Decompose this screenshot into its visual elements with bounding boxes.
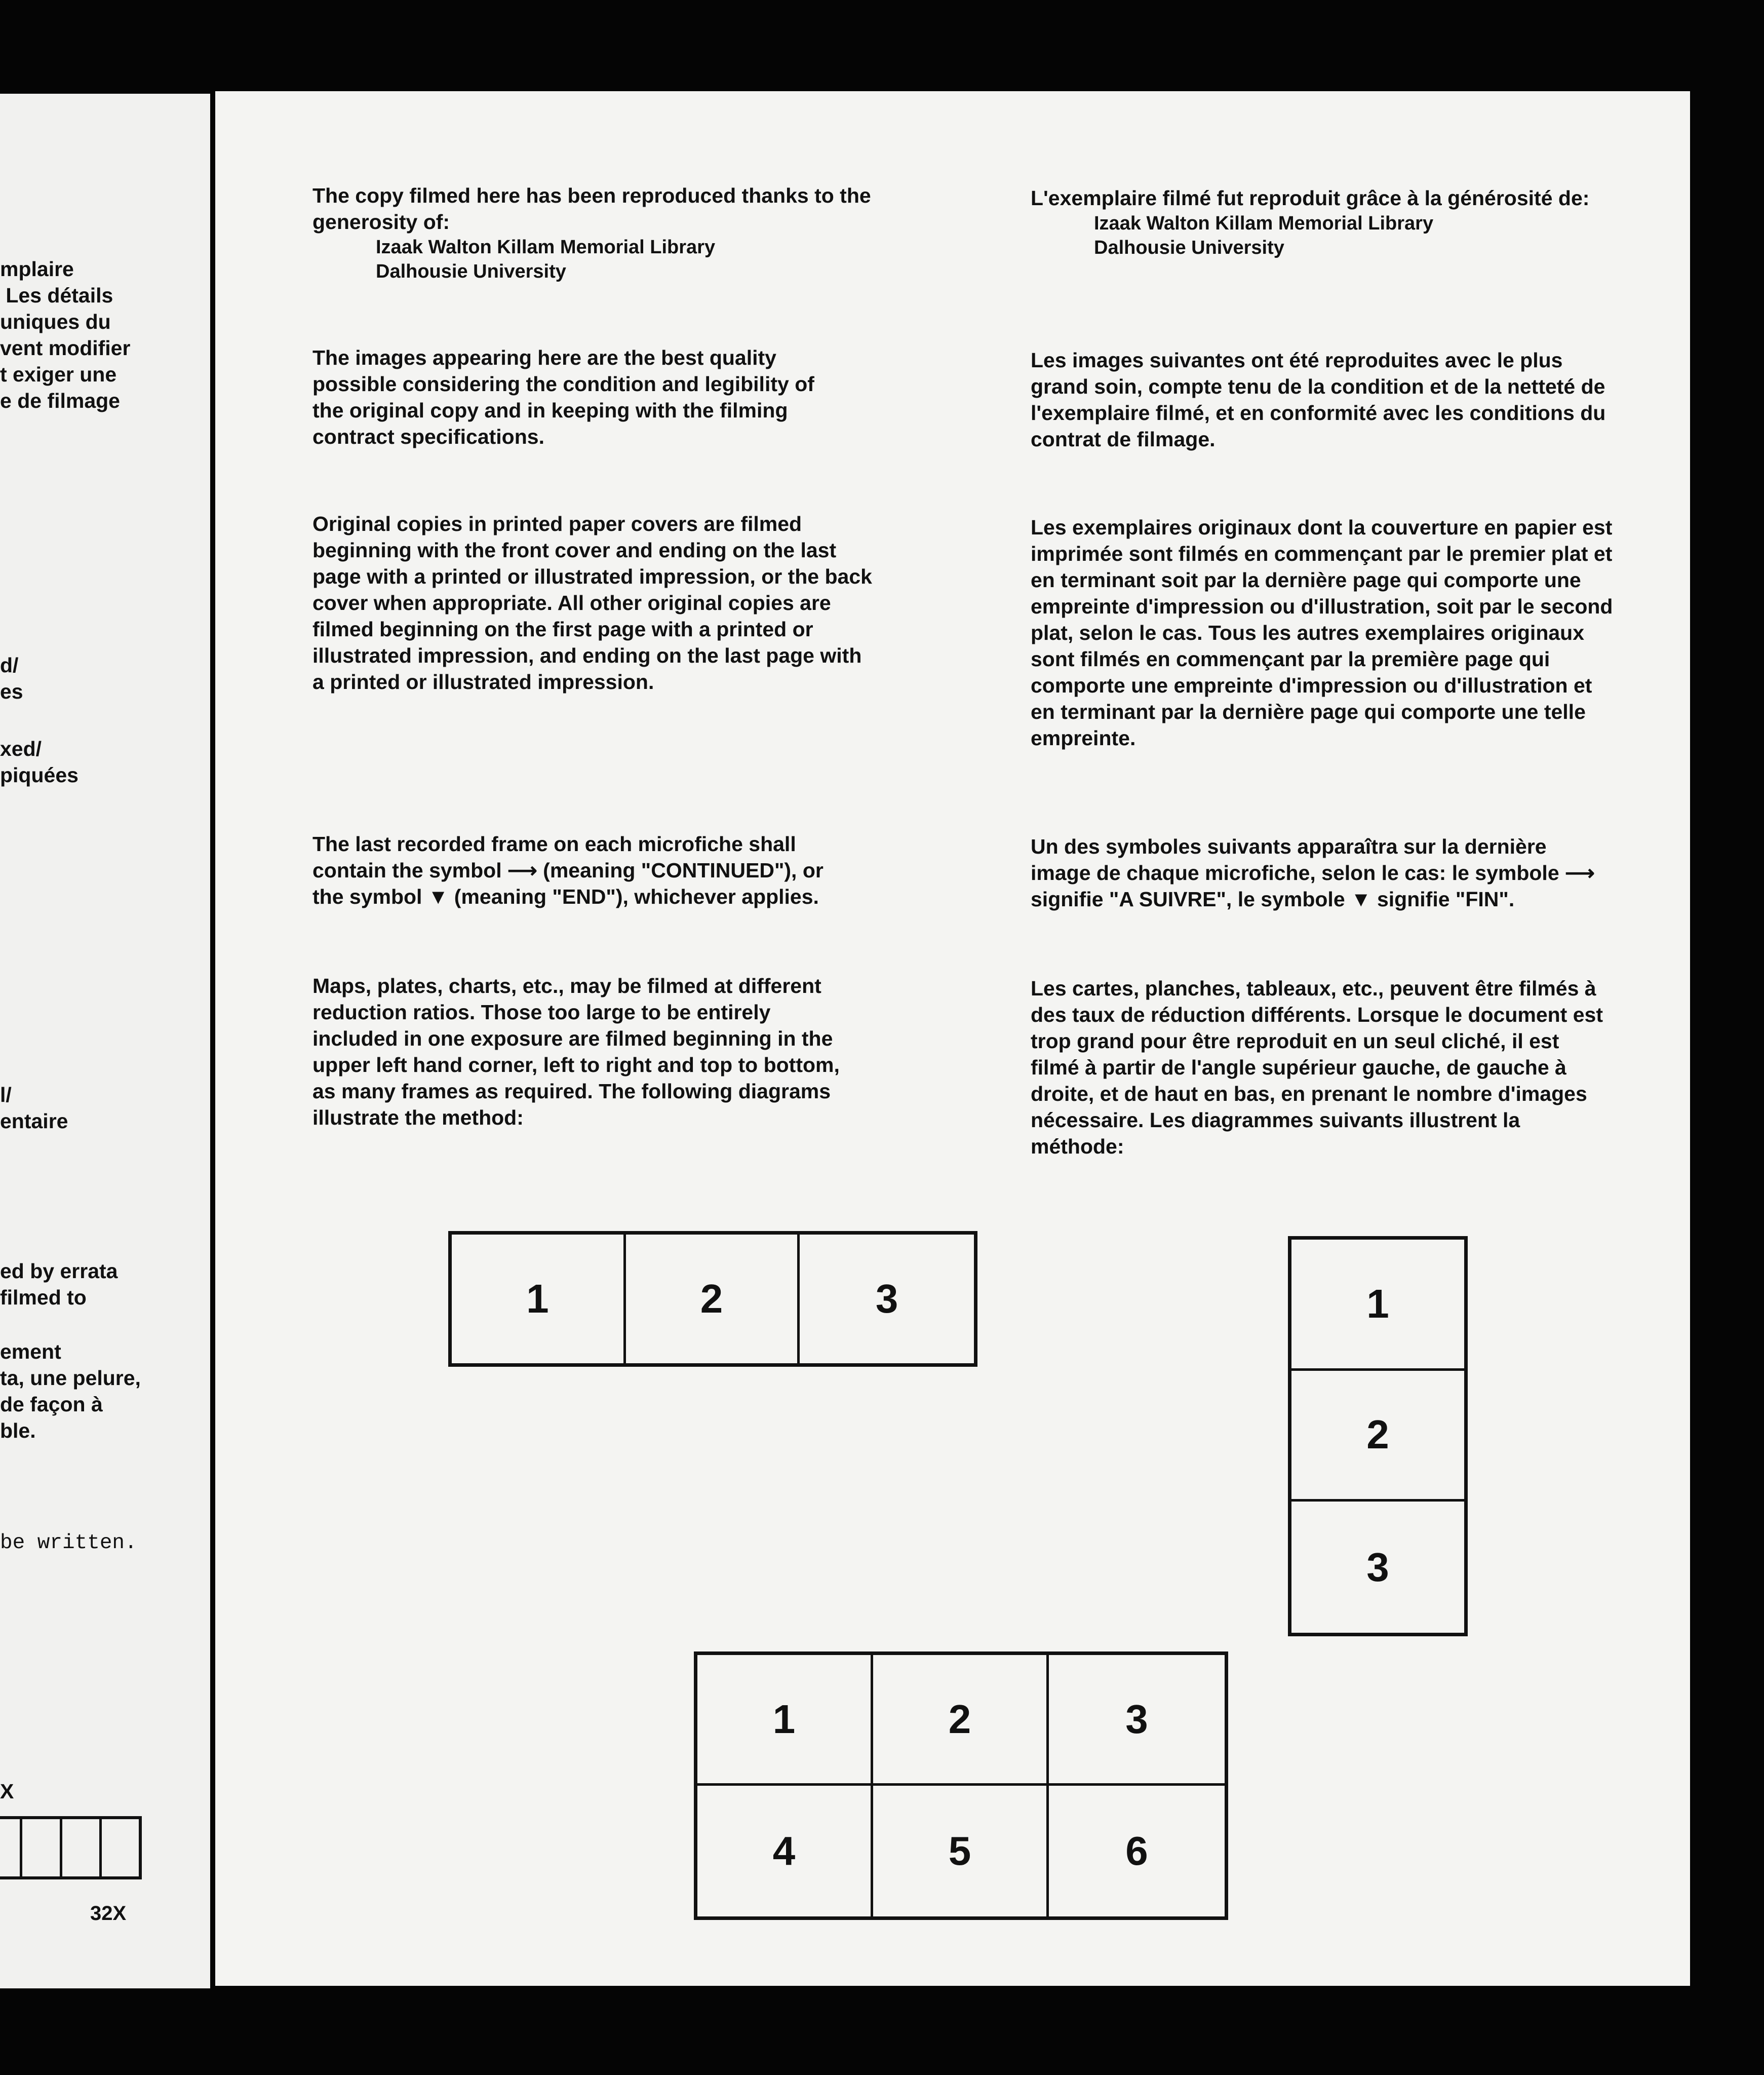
english-paragraph-1: The images appearing here are the best quality possible considering the condition and legibility of the original copy and in keeping with the filming contract specifications. xyxy=(312,346,814,448)
french-paragraph-2: Les exemplaires originaux dont la couverture en papier est imprimée sont filmés en commençant par le premier plat et en terminant soit par la dernière page qui comporte une empreinte d'impression ou d'illustration, soit par le second plat, selon le cas. Tous les autres exemplaires originaux sont filmés en commençant par la première page qui comporte une empreinte d'impression ou d'illustration et en terminant par la dernière page qui comporte une telle empreinte. xyxy=(1031,516,1613,750)
left-page-text-fragment: uniques du xyxy=(0,310,111,333)
left-page-text-fragment: X xyxy=(0,1780,14,1803)
left-page-text-fragment: entaire xyxy=(0,1109,68,1133)
left-page-text-fragment: ble. xyxy=(0,1419,36,1442)
frame-cell: 4 xyxy=(697,1786,873,1916)
english-library: Izaak Walton Killam Memorial Library xyxy=(376,237,716,258)
left-page-text-fragment: xed/ xyxy=(0,737,42,760)
english-paragraph-3: The last recorded frame on each microfiche shall contain the symbol ⟶ (meaning "CONTINUED"), or the symbol ▼ (meaning "END"), whichever applies. xyxy=(312,832,824,908)
left-page-text-fragment: e de filmage xyxy=(0,389,120,412)
scale-label: 32X xyxy=(90,1902,127,1925)
left-page-text-fragment: be written. xyxy=(0,1531,137,1555)
left-page-text-fragment: ed by errata xyxy=(0,1259,118,1283)
frame-cell: 2 xyxy=(1291,1371,1464,1502)
diagram-grid xyxy=(694,1651,1228,1920)
frame-cell: 6 xyxy=(1125,1828,1148,1873)
frame-cell: 2 xyxy=(626,1235,800,1363)
left-page-text-fragment: ta, une pelure, xyxy=(0,1366,141,1390)
left-page-text-fragment: de façon à xyxy=(0,1393,103,1416)
left-page-text-fragment: t exiger une xyxy=(0,363,117,386)
frame-cell: 3 xyxy=(1049,1655,1225,1786)
left-page-text-fragment: piquées xyxy=(0,763,79,787)
left-page-text-fragment: Les détails xyxy=(0,284,113,307)
left-page-text-fragment: d/ xyxy=(0,654,19,677)
frame-cell: 3 xyxy=(1366,1544,1389,1590)
english-paragraph-4: Maps, plates, charts, etc., may be filmed at different reduction ratios. Those too large to be entirely included in one exposure are filmed beginning in the upper left hand corner, left to right and top to bottom, as many frames as required. The following diagrams illustrate the method: xyxy=(312,974,840,1129)
french-library: Izaak Walton Killam Memorial Library xyxy=(1094,213,1434,234)
french-paragraph-3: Un des symboles suivants apparaîtra sur la dernière image de chaque microfiche, selon le cas: le symbole ⟶ signifie "A SUIVRE", le symbole ▼ signifie "FIN". xyxy=(1031,835,1595,911)
left-page-text-fragment: vent modifier xyxy=(0,336,131,360)
left-page-fragment xyxy=(0,94,210,1988)
left-page-text-fragment: ement xyxy=(0,1340,61,1363)
frame-cell: 1 xyxy=(697,1655,873,1786)
left-page-text-fragment: mplaire xyxy=(0,257,74,281)
reduction-scale-boxes xyxy=(0,1816,142,1879)
english-paragraph-2: Original copies in printed paper covers are filmed beginning with the front cover and ending on the last page with a printed or illustrated impression, or the back cover when appropriate. All other original copies are filmed beginning on the first page with a printed or illustrated impression, and ending on the last page with a printed or illustrated impression. xyxy=(312,512,872,694)
french-university: Dalhousie University xyxy=(1094,237,1284,258)
left-page-text-fragment: filmed to xyxy=(0,1286,87,1309)
french-intro: L'exemplaire filmé fut reproduit grâce à la générosité de: xyxy=(1031,186,1590,210)
french-column xyxy=(1031,185,1628,260)
frame-cell: 5 xyxy=(873,1786,1049,1916)
french-paragraph-1: Les images suivantes ont été reproduites avec le plus grand soin, compte tenu de la condition et de la netteté de l'exemplaire filmé, et en conformité avec les conditions du contrat de filmage. xyxy=(1031,349,1606,451)
diagram-vertical xyxy=(1288,1236,1468,1636)
left-page-text-fragment: es xyxy=(0,680,23,703)
left-page-text-fragment: l/ xyxy=(0,1083,12,1106)
frame-cell: 1 xyxy=(1291,1240,1464,1371)
frame-cell: 2 xyxy=(873,1655,1049,1786)
french-paragraph-4: Les cartes, planches, tableaux, etc., peuvent être filmés à des taux de réduction différents. Lorsque le document est trop grand pour être reproduit en un seul cliché, il est filmé à partir de l'angle supérieur gauche, de gauche à droite, et de haut en bas, en prenant le nombre d'images nécessaire. Les diagrammes suivants illustrent la méthode: xyxy=(1031,977,1603,1158)
english-intro: The copy filmed here has been reproduced thanks to the generosity of: xyxy=(312,184,871,234)
english-university: Dalhousie University xyxy=(376,261,566,282)
frame-cell: 1 xyxy=(452,1235,626,1363)
frame-cell: 3 xyxy=(875,1276,898,1321)
main-page xyxy=(215,91,1690,1986)
diagram-horizontal xyxy=(448,1231,977,1367)
english-column xyxy=(312,182,915,284)
